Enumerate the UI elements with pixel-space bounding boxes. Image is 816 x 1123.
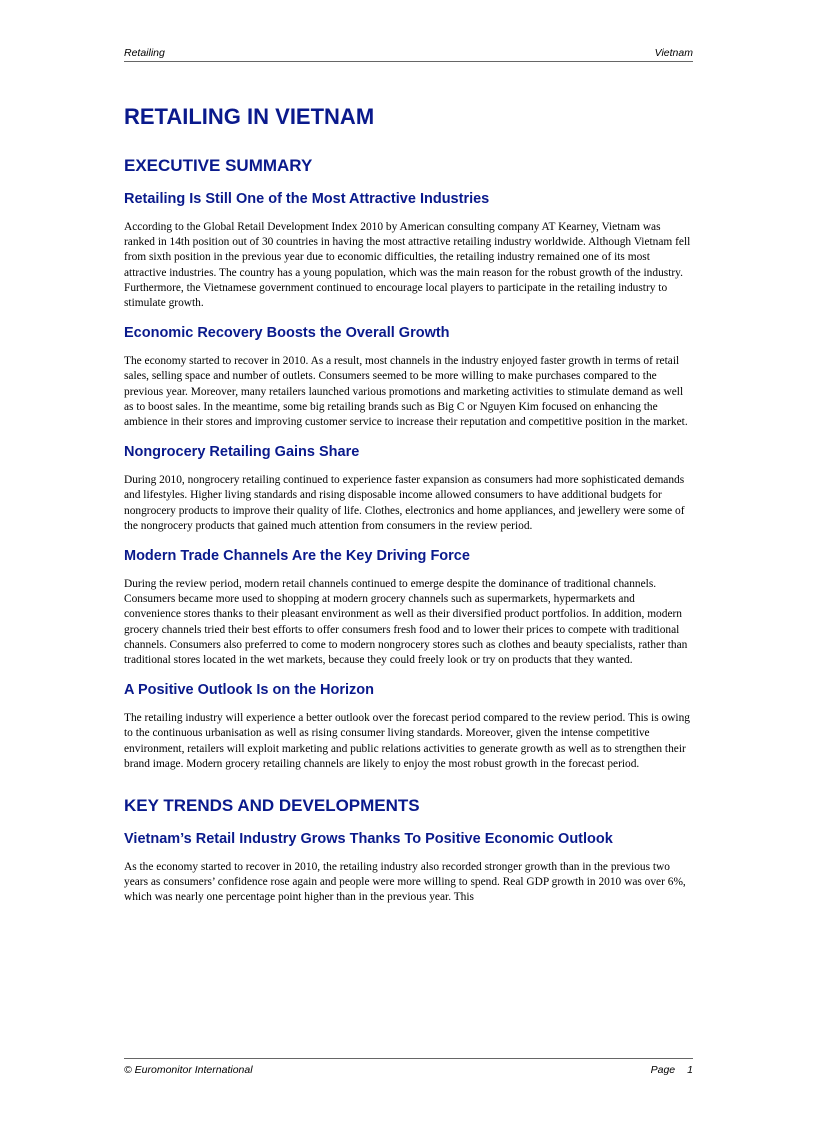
section-heading: Modern Trade Channels Are the Key Driving Force: [124, 548, 470, 565]
running-footer: [124, 1058, 693, 1076]
header-right: Vietnam: [654, 47, 693, 59]
document-title: RETAILING IN VIETNAM: [124, 104, 375, 129]
section-paragraph: The retailing industry will experience a better outlook over the forecast period compared to the review period. This is owing to the continuous urbanisation as well as rising consumer living standards. Moreover, given the intense competitive environment, retailers will exploit marketing and public relations activities to generate growth as well as to strengthen their brand image. Modern grocery retailing channels are likely to enjoy the most robust growth in the forecast period.: [124, 712, 690, 770]
section-paragraph: During 2010, nongrocery retailing continued to experience faster expansion as consumers had more sophisticated demands and lifestyles. Higher living standards and rising disposable income allowed consumers to have additional budgets for nongrocery products to improve their quality of life. Clothes, electronics and home appliances, and jewellery were some of the nongrocery products that gained much attention from consumers in the review period.: [124, 474, 685, 532]
section-paragraph: During the review period, modern retail channels continued to emerge despite the dominance of traditional channels. Consumers became more used to shopping at modern grocery channels such as supermarkets, hypermarkets and convenience stores thanks to their pleasant environment as well as their diversified product portfolios. In addition, modern grocery channels tried their best efforts to offer consumers fresh food and to lower their prices to compete with traditional channels. Consumers also preferred to come to modern nongrocery stores such as clothes and beauty specialists, rather than traditional stores located in the wet markets, because they could freely look or try on products that they wanted.: [124, 578, 688, 667]
exec-summary-heading: EXECUTIVE SUMMARY: [124, 156, 313, 175]
key-trends-heading: KEY TRENDS AND DEVELOPMENTS: [124, 796, 420, 816]
section-heading: Retailing Is Still One of the Most Attractive Industries: [124, 191, 490, 207]
section-paragraph: According to the Global Retail Development Index 2010 by American consulting company AT Kearney, Vietnam was ranked in 14th position out of 30 countries in having the most attractive retailing industry worldwide. Although Vietnam fell from sixth position in the previous year due to economic difficulties, the retailing industry remained one of its most attractive industries. The country has a young population, which was the main reason for the robust growth of the industry. Furthermore, the Vietnamese government continued to encourage local players to participate in the retailing industry to stimulate growth.: [124, 221, 691, 310]
section-heading: Vietnam’s Retail Industry Grows Thanks To Positive Economic Outlook: [124, 831, 613, 848]
document-body: [124, 104, 693, 919]
section-heading: Nongrocery Retailing Gains Share: [124, 444, 360, 461]
section-paragraph: As the economy started to recover in 2010, the retailing industry also recorded stronger growth than in the previous two years as consumers’ confidence rose again and people were more willing to spend. Real GDP growth in 2010 was over 6%, which was nearly one percentage point higher than in the previous year. This: [124, 861, 686, 904]
section-paragraph: The economy started to recover in 2010. As a result, most channels in the industry enjoyed faster growth in terms of retail sales, selling space and number of outlets. Consumers seemed to be more willing to make purchases compared to the previous year. Moreover, many retailers launched various promotions and marketing activities to stimulate demand as well as to boost sales. In the meantime, some big retailing brands such as Big C or Nguyen Kim focused on enhancing the ambience in their stores and improving customer service to increase their reputation and competitive position in the market.: [124, 355, 688, 429]
header-left: Retailing: [124, 47, 165, 59]
running-header: [124, 47, 693, 62]
section-heading: Economic Recovery Boosts the Overall Growth: [124, 325, 450, 342]
page-number: [639, 1064, 693, 1076]
page-number-value: 1: [687, 1064, 693, 1076]
footer-copyright: © Euromonitor International: [124, 1064, 253, 1076]
key-trends-section: [124, 796, 693, 906]
section-heading: A Positive Outlook Is on the Horizon: [124, 682, 375, 699]
page-label: Page: [650, 1064, 676, 1076]
